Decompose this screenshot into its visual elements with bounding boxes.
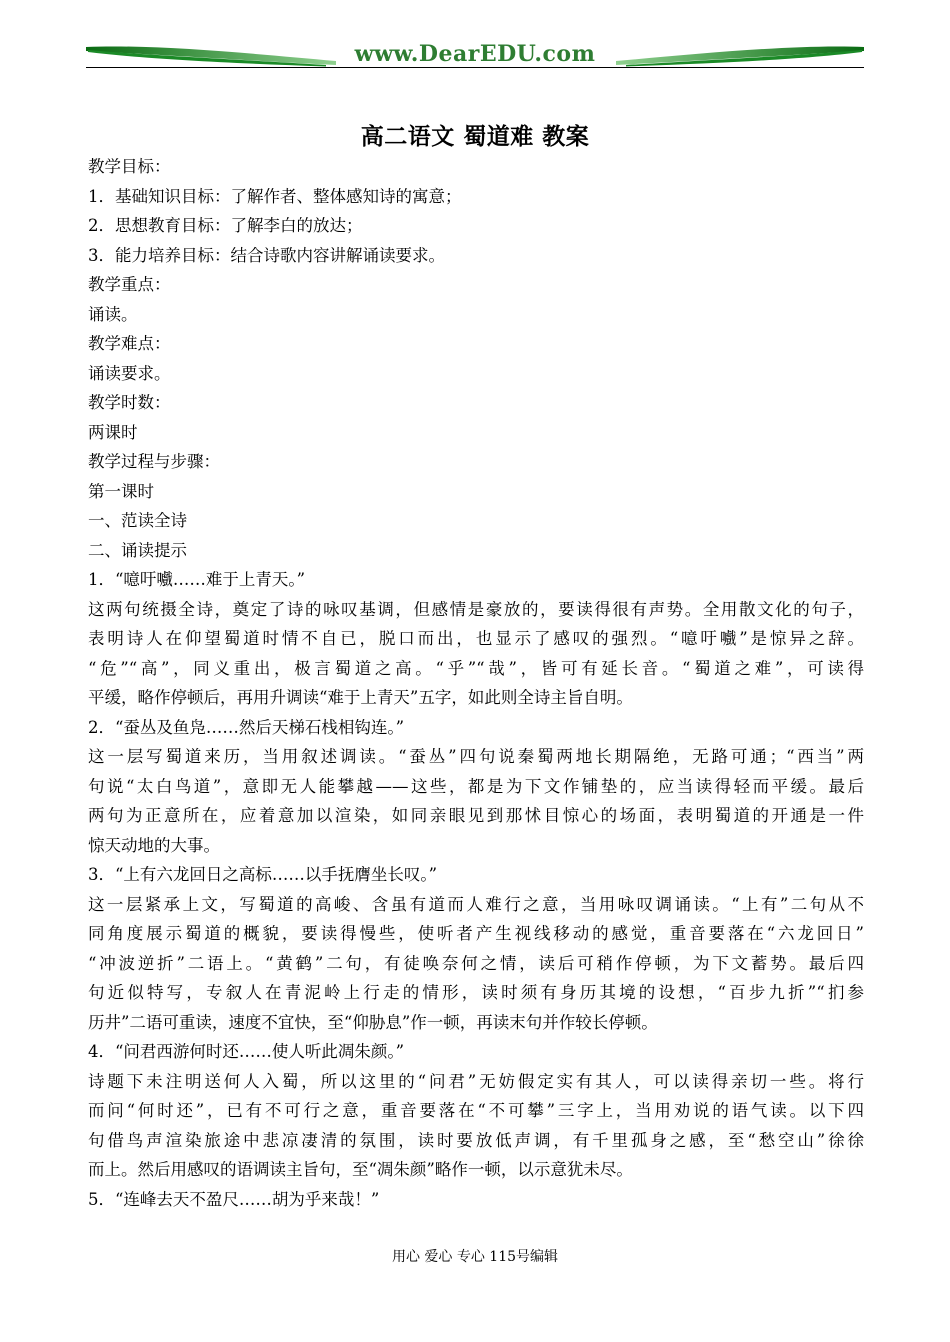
header-divider bbox=[86, 67, 864, 68]
text-line: 诵读要求。 bbox=[88, 363, 171, 383]
paragraph-line: 句借鸟声渲染旅途中悲凉凄清的氛围，读时要放低声调，有千里孤身之感，至“愁空山”徐徐 bbox=[88, 1130, 864, 1150]
text-line: 3．能力培养目标：结合诗歌内容讲解诵读要求。 bbox=[88, 245, 445, 265]
paragraph bbox=[88, 1067, 864, 1185]
paragraph-line: 句说“太白鸟道”，意即无人能攀越——这些，都是为下文作铺垫的，应当读得轻而平缓。最后 bbox=[88, 776, 864, 796]
paragraph-line: 而上。然后用感叹的语调读主旨句，至“凋朱颜”略作一顿，以示意犹未尽。 bbox=[88, 1160, 633, 1179]
text-line: 教学难点： bbox=[88, 334, 171, 353]
paragraph-line: 这一层写蜀道来历，当用叙述调读。“蚕丛”四句说秦蜀两地长期隔绝，无路可通；“西当”两 bbox=[88, 747, 864, 766]
text-line: 2．“蚕丛及鱼凫……然后天梯石栈相钩连。” bbox=[88, 717, 405, 737]
text-line: 教学目标： bbox=[88, 157, 171, 176]
text-line: 教学过程与步骤： bbox=[88, 452, 220, 471]
paragraph-line: 同角度展示蜀道的概貌，要读得慢些，使听者产生视线移动的感觉，重音要落在“六龙回日” bbox=[88, 924, 864, 943]
paragraph-line: 表明诗人在仰望蜀道时情不自已，脱口而出，也显示了感叹的强烈。“噫吁嚱”是惊异之辞。 bbox=[88, 629, 864, 648]
text-line: 1．“噫吁嚱……难于上青天。” bbox=[88, 570, 306, 589]
paragraph bbox=[88, 742, 864, 860]
paragraph-line: 句近似特写，专叙人在青泥岭上行走的情形，读时须有身历其境的设想，“百步九折”“扪参 bbox=[88, 983, 864, 1002]
paragraph-line: 惊天动地的大事。 bbox=[88, 835, 220, 855]
text-line: 3．“上有六龙回日之高标……以手抚膺坐长叹。” bbox=[88, 865, 438, 884]
text-line: 教学时数： bbox=[88, 393, 171, 412]
text-line: 第一课时 bbox=[88, 481, 154, 501]
paragraph-line: “危”“高”，同义重出，极言蜀道之高。“乎”“哉”，皆可有延长音。“蜀道之难”，可读得 bbox=[88, 658, 864, 678]
site-logo-text: www.DearEDU.com bbox=[354, 41, 596, 67]
document-title: 高二语文 蜀道难 教案 bbox=[360, 123, 590, 150]
paragraph bbox=[88, 595, 864, 713]
text-line: 5．“连峰去天不盈尺……胡为乎来哉！” bbox=[88, 1189, 380, 1209]
paragraph bbox=[88, 890, 864, 1038]
paragraph-line: 这两句统摄全诗，奠定了诗的咏叹基调，但感情是豪放的，要读得很有声势。全用散文化的句子， bbox=[88, 599, 864, 619]
paragraph-line: “冲波逆折”二语上。“黄鹤”二句，有徒唤奈何之情，读后可稍作停顿，为下文蓄势。最后四 bbox=[88, 953, 864, 973]
text-line: 2．思想教育目标：了解李白的放达； bbox=[88, 216, 363, 235]
paragraph-line: 平缓，略作停顿后，再用升调读“难于上青天”五字，如此则全诗主旨自明。 bbox=[88, 688, 633, 707]
text-line: 1．基础知识目标：了解作者、整体感知诗的寓意； bbox=[88, 186, 462, 206]
text-line: 一、范读全诗 bbox=[88, 511, 187, 530]
text-line: 教学重点： bbox=[88, 275, 171, 294]
paragraph-line: 两句为正意所在，应着意加以渲染，如同亲眼见到那怵目惊心的场面，表明蜀道的开通是一件 bbox=[88, 806, 864, 825]
document-body bbox=[88, 152, 864, 1214]
text-line: 4．“问君西游何时还……使人听此凋朱颜。” bbox=[88, 1042, 405, 1061]
text-line: 两课时 bbox=[88, 422, 138, 442]
page-footer: 用心 爱心 专心 115号编辑 bbox=[391, 1249, 559, 1265]
paragraph-line: 诗题下未注明送何人入蜀，所以这里的“问君”无妨假定实有其人，可以读得亲切一些。将行 bbox=[88, 1071, 864, 1091]
paragraph-line: 历井”二语可重读，速度不宜快，至“仰胁息”作一顿，再读末句并作较长停顿。 bbox=[88, 1012, 658, 1032]
text-line: 诵读。 bbox=[88, 304, 138, 324]
text-line: 二、诵读提示 bbox=[88, 540, 187, 560]
paragraph-line: 而问“何时还”，已有不可行之意，重音要落在“不可攀”三字上，当用劝说的语气读。以下四 bbox=[88, 1101, 864, 1120]
paragraph-line: 这一层紧承上文，写蜀道的高峻、含虽有道而人难行之意，当用咏叹调诵读。“上有”二句从不 bbox=[88, 894, 864, 914]
